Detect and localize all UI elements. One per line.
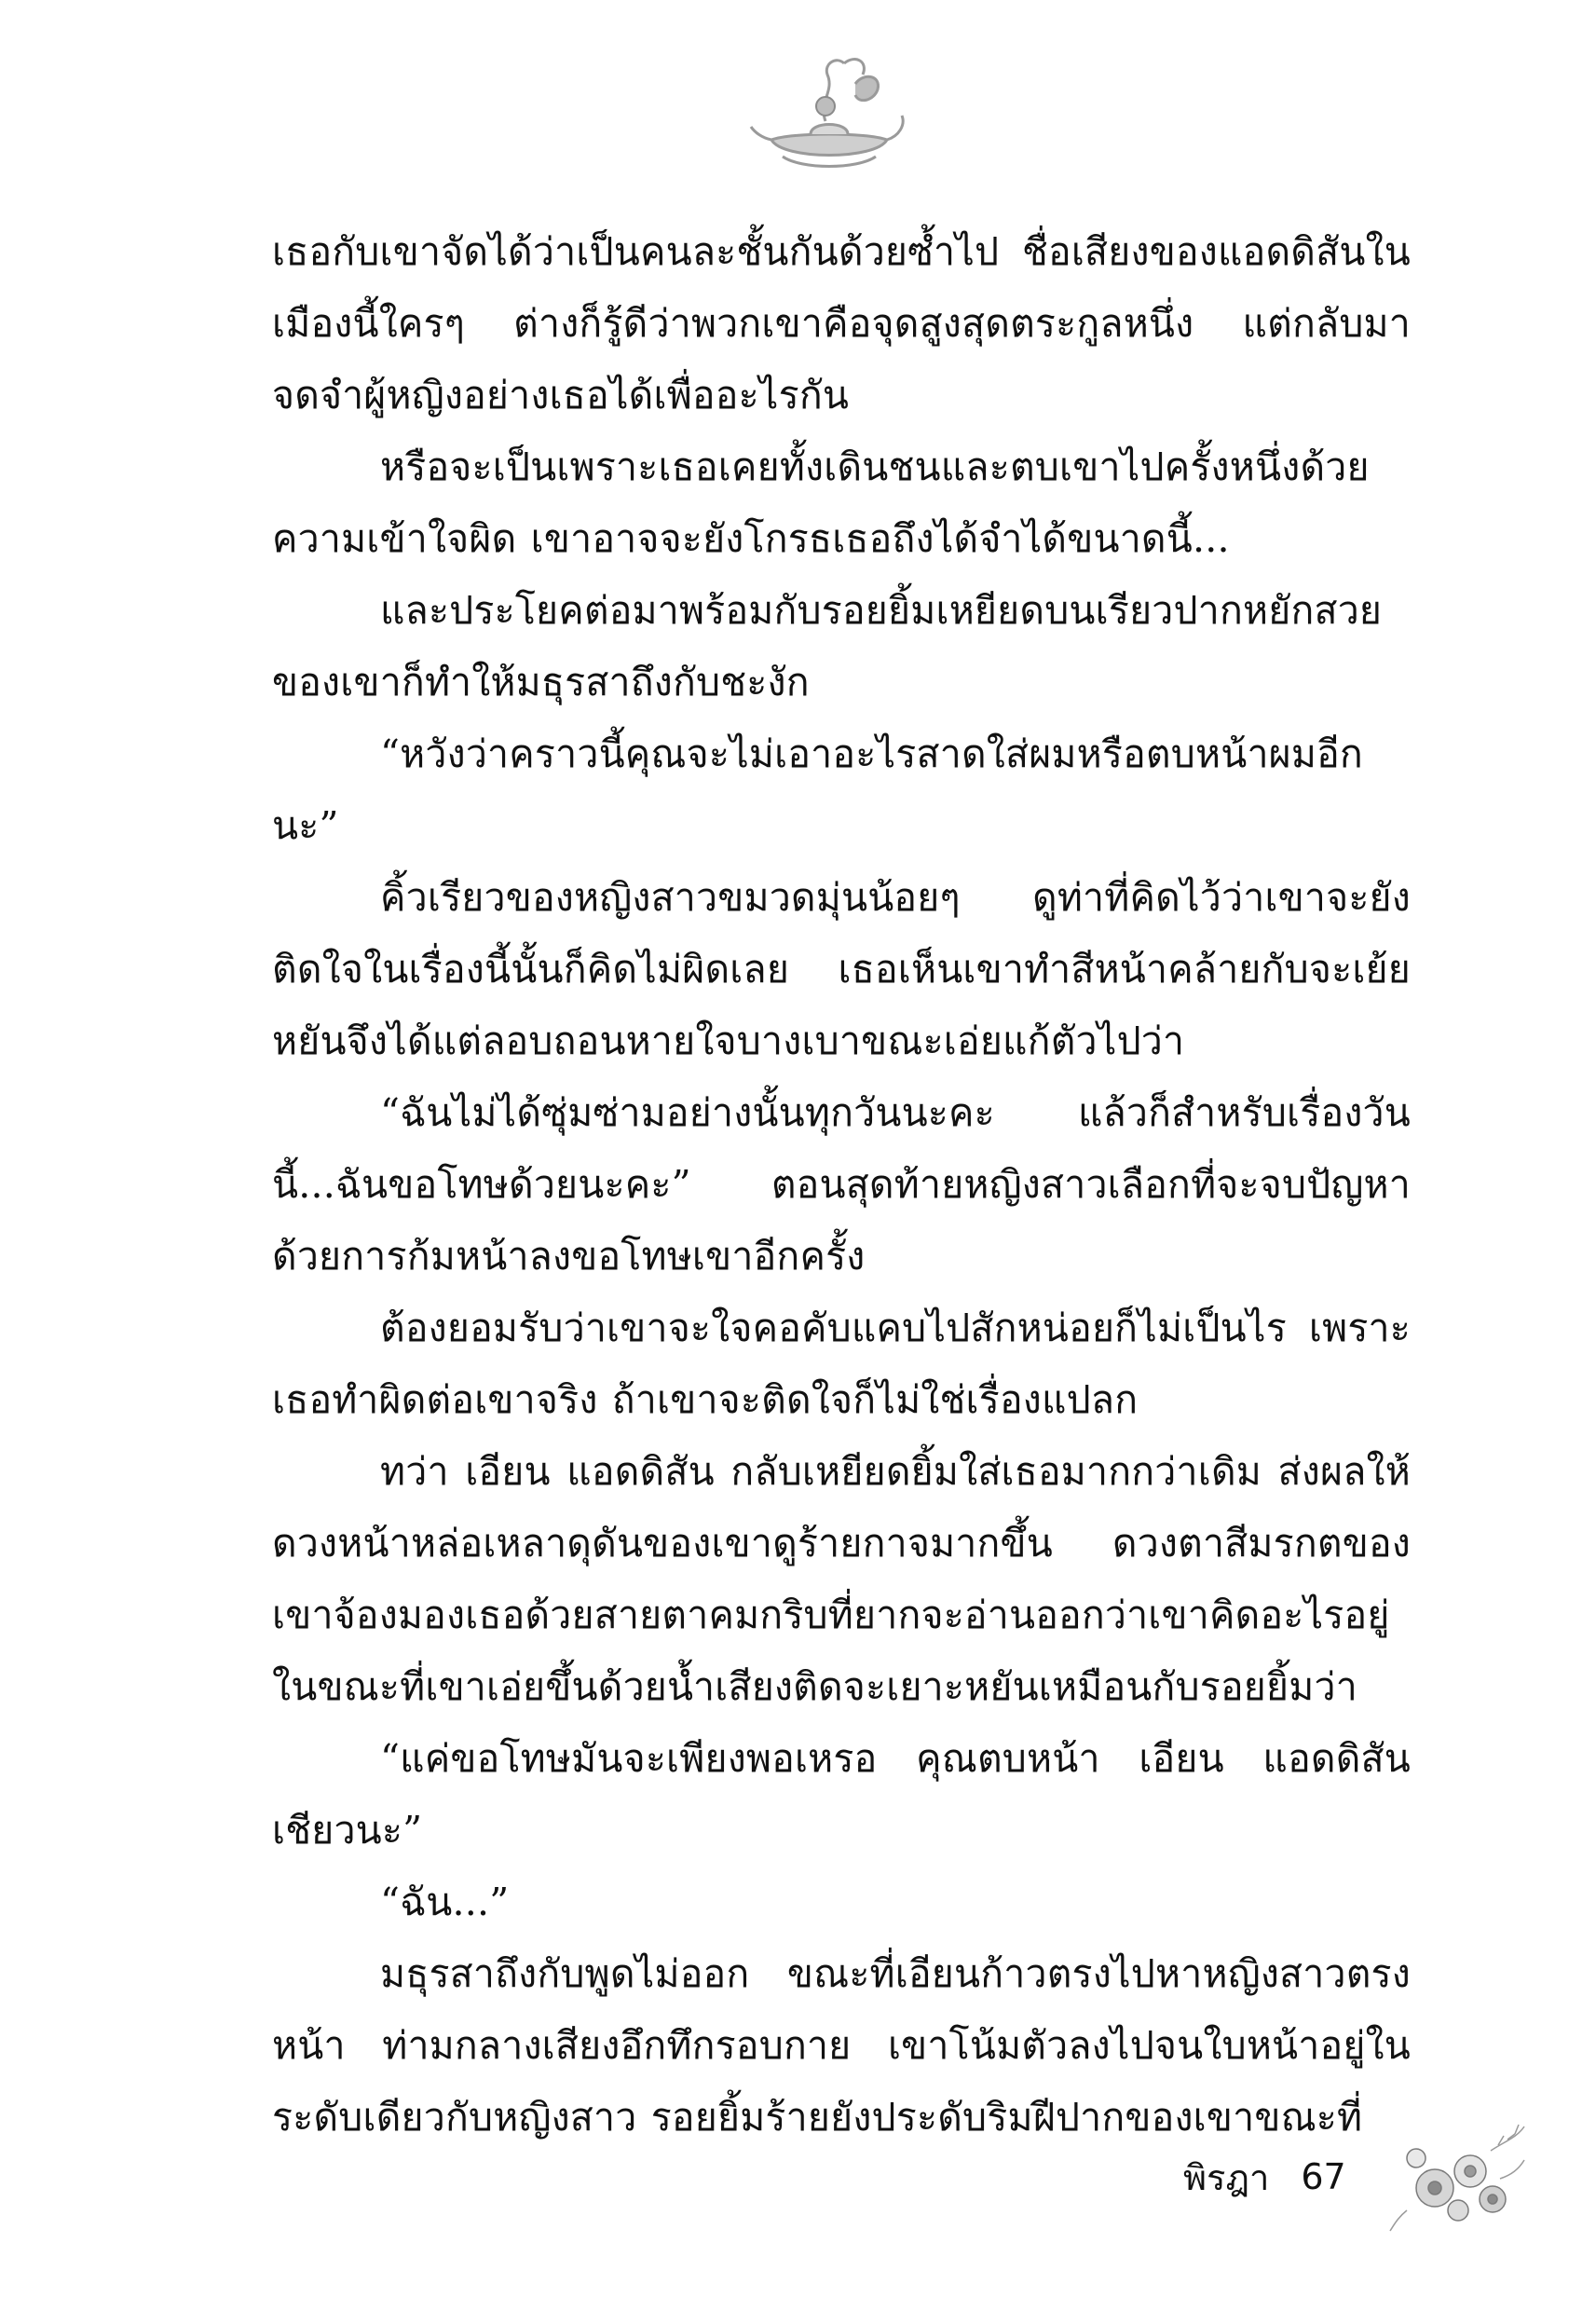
paragraph: และประโยคต่อมาพร้อมกับรอยยิ้มเหยียดบนเรียวปากหยักสวยของเขาก็ทำให้มธุรสาถึงกับชะงัก (272, 588, 1383, 704)
paragraph: เธอกับเขาจัดได้ว่าเป็นคนละชั้นกันด้วยซ้ำไป ชื่อเสียงของแอดดิสันในเมืองนี้ใครๆ ต่างก็รู้ดีว่าพวกเขาคือจุดสูงสุดตระกูลหนึ่ง แต่กลับมาจดจำผู้หญิงอย่างเธอได้เพื่ออะไรกัน (272, 229, 1411, 417)
paragraph: “ฉันไม่ได้ซุ่มซ่ามอย่างนั้นทุกวันนะคะ แล้วก็สำหรับเรื่องวันนี้...ฉันขอโทษด้วยนะคะ” ตอนสุดท้ายหญิงสาวเลือกที่จะจบปัญหาด้วยการก้มหน้าลงขอโทษเขาอีกครั้ง (272, 1090, 1411, 1279)
paragraph: ต้องยอมรับว่าเขาจะใจคอคับแคบไปสักหน่อยก็ไม่เป็นไร เพราะเธอทำผิดต่อเขาจริง ถ้าเขาจะติดใจก็ไม่ใช่เรื่องแปลก (272, 1306, 1411, 1422)
paragraph: ทว่า เอียน แอดดิสัน กลับเหยียดยิ้มใส่เธอมากกว่าเดิม ส่งผลให้ดวงหน้าหล่อเหลาดุดันของเขาดูร้ายกาจมากขึ้น ดวงตาสีมรกตของเขาจ้องมองเธอด้วยสายตาคมกริบที่ยากจะอ่านออกว่าเขาคิดอะไรอยู่ในขณะที่เขาเอ่ยขึ้นด้วยน้ำเสียงติดจะเยาะหยันเหมือนกับรอยยิ้มว่า (272, 1449, 1411, 1709)
page-number: 67 (1301, 2156, 1346, 2197)
genie-lamp-icon (745, 47, 913, 186)
author-name: พิรฎา (1183, 2156, 1270, 2198)
paragraph: “ฉัน...” (380, 1880, 510, 1924)
paragraph: หรือจะเป็นเพราะเธอเคยทั้งเดินชนและตบเขาไปครั้งหนึ่งด้วยความเข้าใจผิด เขาอาจจะยังโกรธเธอถึงได้จำได้ขนาดนี้... (272, 444, 1370, 561)
paragraph: มธุรสาถึงกับพูดไม่ออก ขณะที่เอียนก้าวตรงไปหาหญิงสาวตรงหน้า ท่ามกลางเสียงอึกทึกรอบกาย เขาโน้มตัวลงไปจนใบหน้าอยู่ในระดับเดียวกับหญิงสาว รอยยิ้มร้ายยังประดับริมฝีปากของเขาขณะที่ (272, 1951, 1411, 2140)
page-footer (1183, 2149, 1346, 2205)
flower-cluster-icon (1388, 2113, 1528, 2235)
body-text (272, 216, 1411, 2154)
paragraph: “แค่ขอโทษมันจะเพียงพอเหรอ คุณตบหน้า เอียน แอดดิสัน เชียวนะ” (272, 1736, 1411, 1853)
paragraph: คิ้วเรียวของหญิงสาวขมวดมุ่นน้อยๆ ดูท่าที่คิดไว้ว่าเขาจะยังติดใจในเรื่องนี้นั้นก็คิดไม่ผิดเลย เธอเห็นเขาทำสีหน้าคล้ายกับจะเย้ยหยันจึงได้แต่ลอบถอนหายใจบางเบาขณะเอ่ยแก้ตัวไปว่า (272, 875, 1411, 1063)
paragraph: “หวังว่าคราวนี้คุณจะไม่เอาอะไรสาดใส่ผมหรือตบหน้าผมอีกนะ” (272, 732, 1363, 848)
